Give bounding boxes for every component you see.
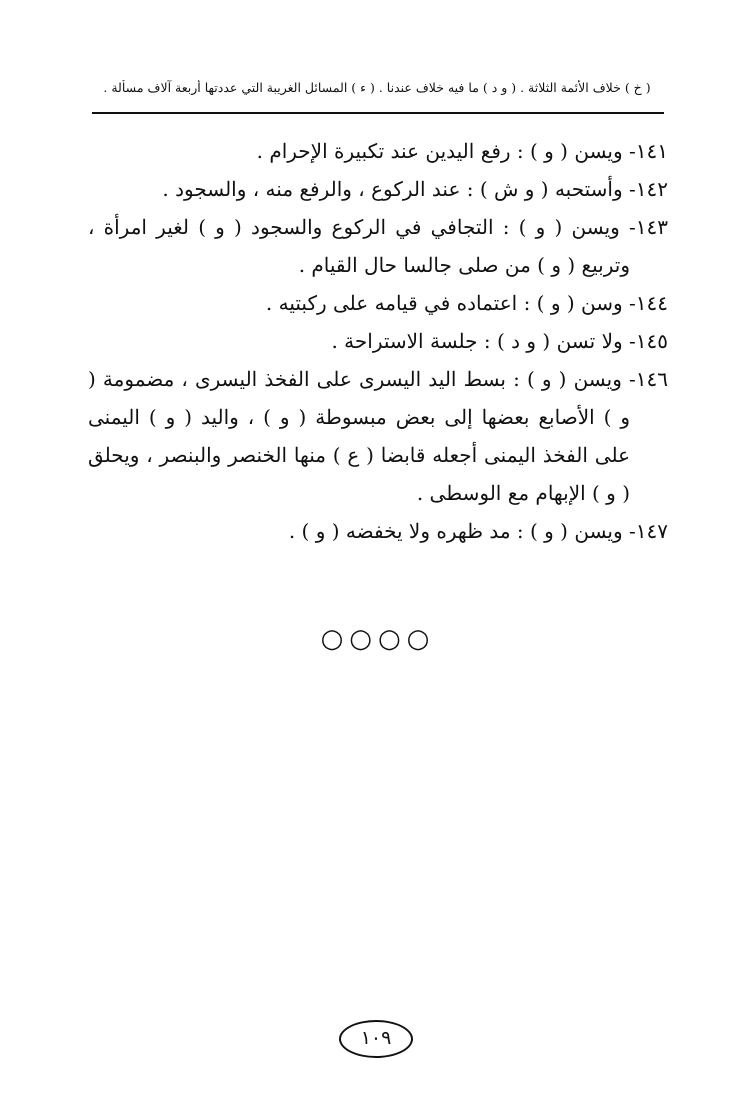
entry-142 [88,170,668,208]
entry-number: ١٤١- [629,139,668,163]
page-body [88,132,668,550]
entry-text: ويسن ( و ) : بسط اليد اليسرى على الفخذ اليسرى ، مضمومة ( و ) الأصابع بعضها إلى بعض مبسوطة ( و ) ، واليد ( و ) اليمنى على الفخذ اليمنى أجعله قابضا ( ع ) منها الخنصر والبنصر ، ويحلق ( و ) الإبهام مع الوسطى . [88,367,630,505]
entry-number: ١٤٦- [629,367,668,391]
section-end-ornament: ○○○○ [320,624,436,654]
entry-147 [88,512,668,550]
running-header: ( خ ) خلاف الأئمة الثلاثة . ( و د ) ما فيه خلاف عندنا . ( ء ) المسائل الغريبة التي عددتها أربعة آلاف مسألة . [103,80,651,95]
entry-text: ولا تسن ( و د ) : جلسة الاستراحة . [331,329,623,353]
entry-number: ١٤٧- [629,519,668,543]
entry-144 [88,284,668,322]
entry-143 [88,208,668,284]
page-number: ١٠٩ [339,1020,413,1058]
entry-146 [88,360,668,512]
entry-number: ١٤٥- [629,329,668,353]
header-divider [92,112,664,114]
entry-text: وأستحبه ( و ش ) : عند الركوع ، والرفع منه ، والسجود . [162,177,623,201]
entry-141 [88,132,668,170]
entry-number: ١٤٣- [629,215,669,239]
entry-text: وسن ( و ) : اعتماده في قيامه على ركبتيه . [265,291,623,315]
entry-text: ويسن ( و ) : رفع اليدين عند تكبيرة الإحرام . [256,139,623,163]
entry-number: ١٤٢- [629,177,668,201]
entry-145 [88,322,668,360]
entry-text: ويسن ( و ) : مد ظهره ولا يخفضه ( و ) . [288,519,623,543]
entry-number: ١٤٤- [629,291,668,315]
entry-text: ويسن ( و ) : التجافي في الركوع والسجود ( و ) لغير امرأة ، وتربيع ( و ) من صلى جالسا حال القيام . [88,215,630,277]
